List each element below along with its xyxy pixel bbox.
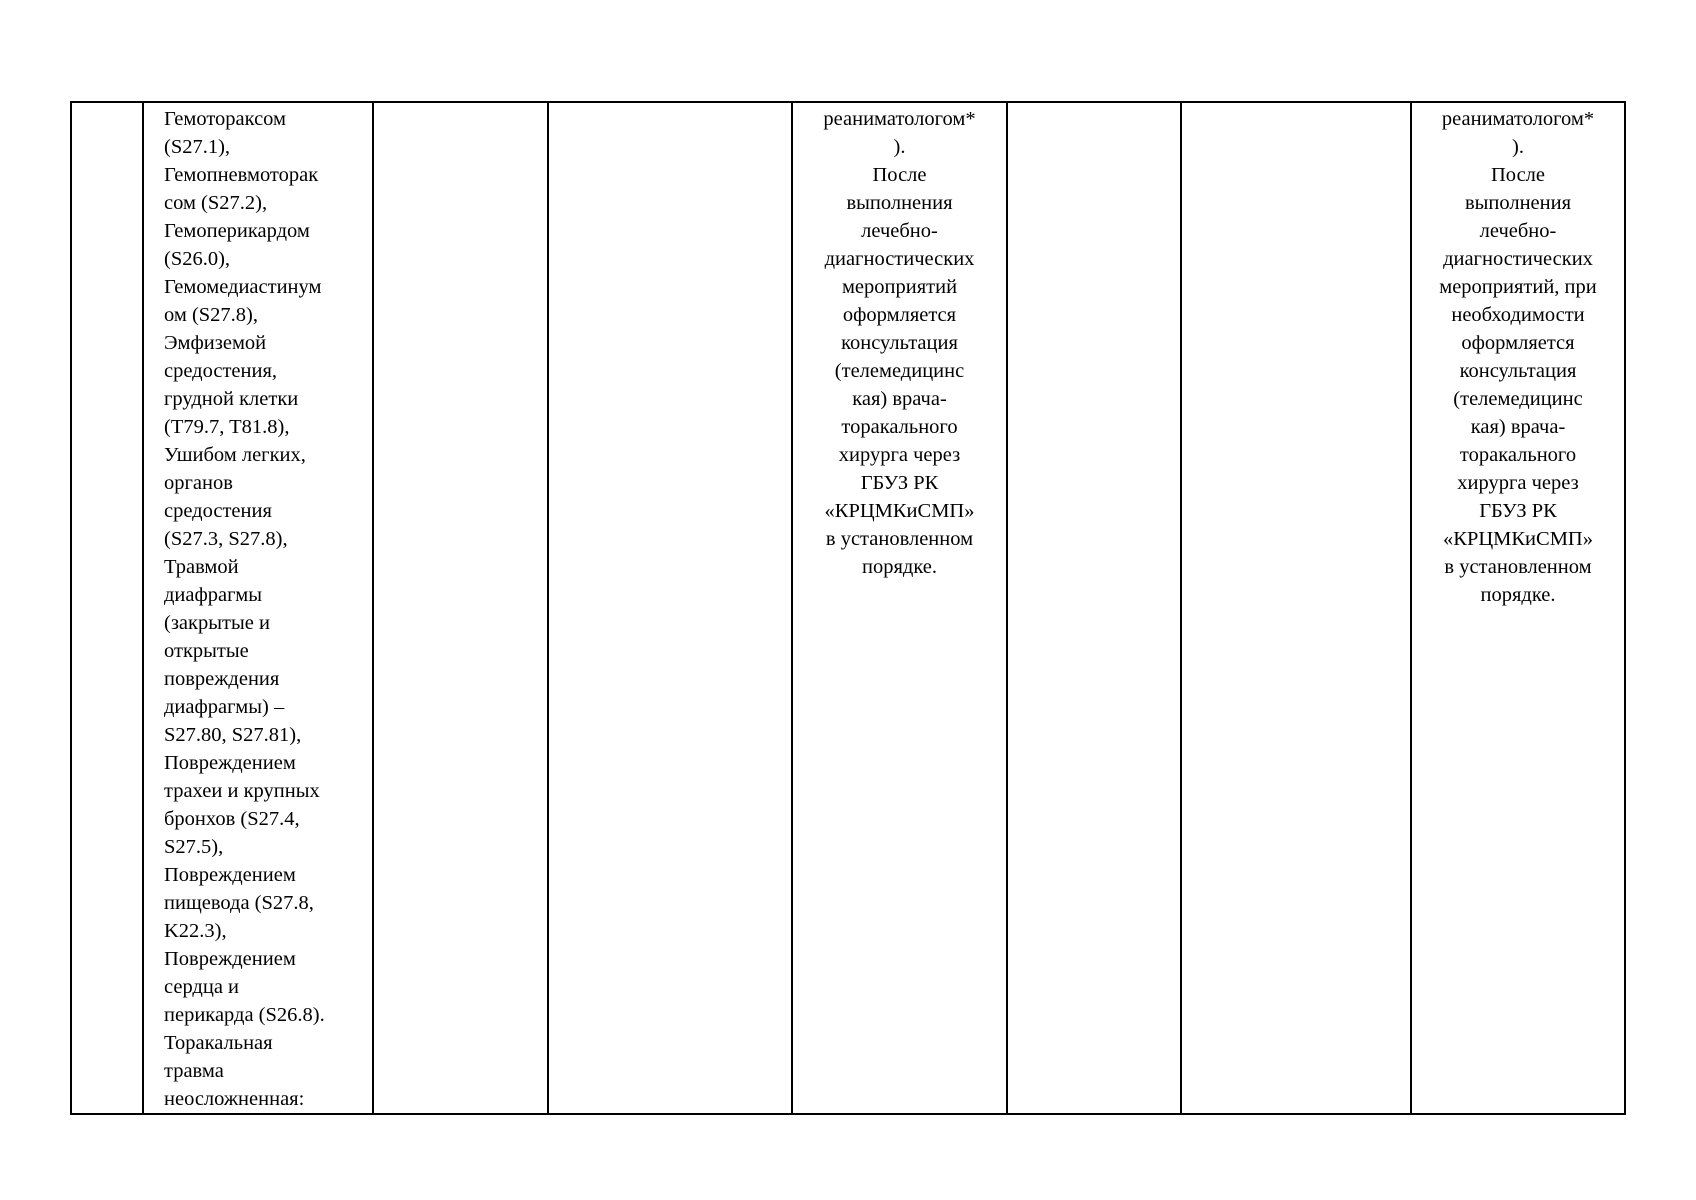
diagnosis-cell	[143, 102, 373, 1114]
consultation-text-a: реаниматологом* ). После выполнения лечебно- диагностических мероприятий оформляется консультация (телемедицинс кая) врача- торакального хирурга через ГБУЗ РК «КРЦМКиСМП» в установленном порядке.	[823, 108, 976, 578]
table-cell-3	[373, 102, 548, 1114]
table-cell-6	[1007, 102, 1181, 1114]
consultation-cell-a	[792, 102, 1007, 1114]
consultation-text-b: реаниматологом* ). После выполнения лечебно- диагностических мероприятий, при необходимости оформляется консультация (телемедицинс кая) врача- торакального хирурга через ГБУЗ РК «КРЦМКиСМП» в установленном порядке.	[1439, 108, 1597, 606]
consultation-cell-b	[1411, 102, 1625, 1114]
diagnosis-text: Гемотораксом (S27.1), Гемопневмоторак сом (S27.2), Гемоперикардом (S26.0), Гемомедиастинум ом (S27.8), Эмфиземой средостения, грудной клетки (T79.7, T81.8), Ушибом легких, органов средостения (S27.3, S27.8), Травмой диафрагмы (закрытые и открытые повреждения диафрагмы) – S27.80, S27.81), Повреждением трахеи и крупных бронхов (S27.4, S27.5), Повреждением пищевода (S27.8, K22.3), Повреждением сердца и перикарда (S26.8). Торакальная травма неосложненная:	[164, 108, 325, 1110]
table-row	[71, 102, 1625, 1114]
document-table	[70, 101, 1626, 1115]
table-cell-1	[71, 102, 143, 1114]
table-cell-7	[1181, 102, 1411, 1114]
table-cell-4	[548, 102, 792, 1114]
